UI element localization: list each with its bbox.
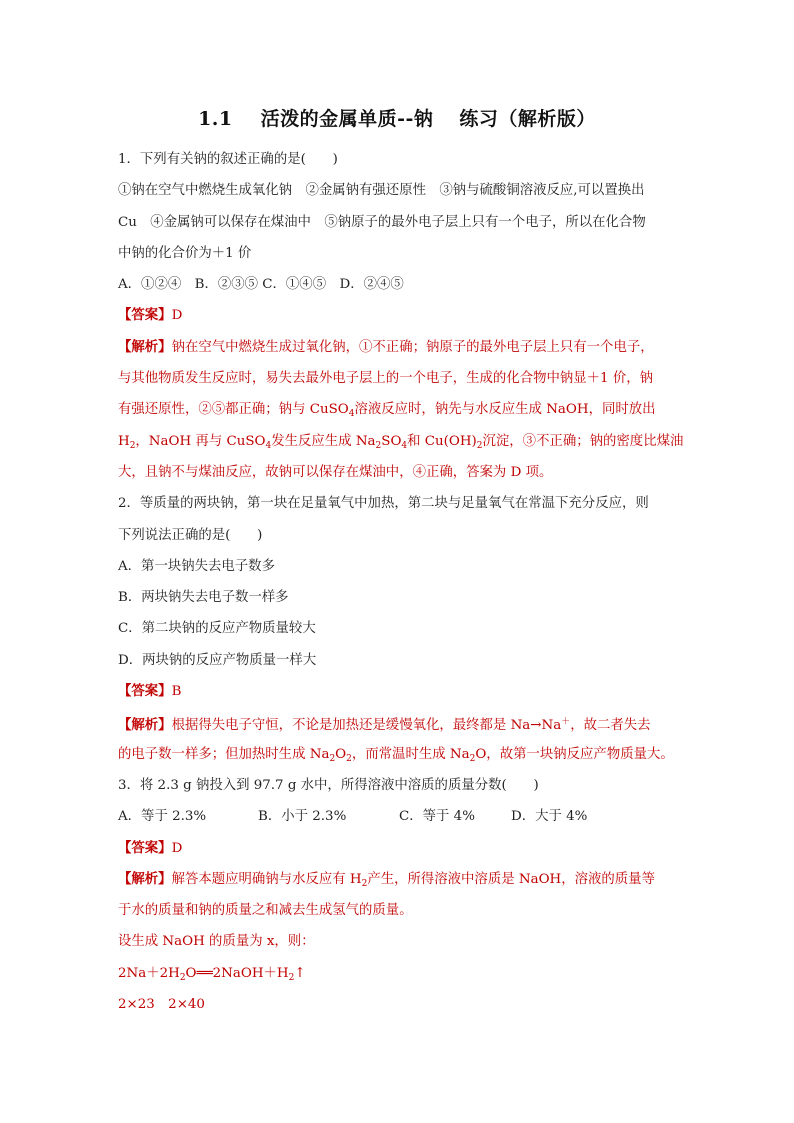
q1-answer-value: D	[171, 308, 183, 324]
q1-line1: ①钠在空气中燃烧生成氧化钠 ②金属钠有强还原性 ③钠与硫酸铜溶液反应,可以置换出	[118, 183, 645, 199]
q1-analysis-5: 大，且钠不与煤油反应，故钠可以保存在煤油中，④正确，答案为 D 项。	[118, 464, 553, 480]
q1-line3: 中钠的化合价为＋1 价	[118, 245, 252, 261]
title-part2: 练习（解析版）	[459, 108, 596, 130]
analysis-label: 【解析】	[118, 870, 172, 887]
q3-analysis-1: 【解析】解答本题应明确钠与水反应有 $H_2$产生，所得溶液中溶质是 NaOH，溶液的质量等	[118, 870, 655, 889]
title-number: 1.1	[198, 108, 233, 130]
q2-stem-1: 2．等质量的两块钠，第一块在足量氧气中加热，第二块与足量氧气在常温下充分反应，则	[118, 496, 649, 512]
q1-analysis-3: 有强还原性，②⑤都正确；钠与 CuSO$_4$溶液反应时，钠先与水反应生成 NaOH，同时放出	[118, 402, 656, 420]
document-body	[118, 144, 684, 1020]
q2-option-d: D．两块钠的反应产物质量一样大	[118, 652, 317, 668]
analysis-label: 【解析】	[118, 338, 172, 355]
q3-answer-value: D	[171, 840, 183, 856]
q1-analysis-4: $H_2$，NaOH 再与 CuSO$_4$发生反应生成 $Na_2SO_4$和 $Cu(OH)_2$沉淀，③不正确；钠的密度比煤油	[118, 433, 684, 451]
page-title	[0, 104, 794, 131]
q1-stem: 1．下列有关钠的叙述正确的是( )	[118, 152, 338, 167]
q2-option-c: C．第二块钠的反应产物质量较大	[118, 621, 316, 637]
q3-option-d: D．大于 4%	[511, 809, 588, 825]
q1-options: A．①②④ B．②③⑤ C．①④⑤ D．②④⑤	[118, 277, 404, 293]
q3-calc: 2×23 2×40	[118, 997, 205, 1013]
q3-option-a: A．等于 2.3%	[118, 809, 207, 825]
q2-analysis-1: 【解析】根据得失电子守恒，不论是加热还是缓慢氧化，最终都是 Na→Na＋，故二者失去	[118, 717, 651, 734]
answer-label: 【答案】	[118, 839, 172, 856]
q1-analysis-1: 【解析】钠在空气中燃烧生成过氧化钠，①不正确；钠原子的最外电子层上只有一个电子，	[118, 338, 654, 355]
q1-analysis-2: 与其他物质发生反应时，易失去最外电子层上的一个电子，生成的化合物中钠显＋1 价，钠	[118, 371, 654, 387]
analysis-label: 【解析】	[118, 717, 172, 734]
q1-answer	[118, 300, 678, 331]
q3-stem: 3．将 2.3 g 钠投入到 97.7 g 水中，所得溶液中溶质的质量分数( )	[118, 777, 539, 793]
q2-answer-value: B	[171, 684, 182, 700]
q2-answer	[118, 676, 678, 707]
q2-option-a: A．第一块钠失去电子数多	[118, 558, 275, 574]
q2-analysis-2: 的电子数一样多；但加热时生成 $Na_2O_2$，而常温时生成 $Na_2O$，故第一块钠反应产物质量大。	[118, 746, 674, 764]
q2-stem-2: 下列说法正确的是( )	[118, 527, 263, 543]
q3-option-c: C．等于 4%	[399, 809, 475, 825]
q3-equation: $2Na+2H_2O══2NaOH+H_2↑$	[118, 965, 306, 983]
answer-label: 【答案】	[118, 307, 172, 324]
q3-analysis-3: 设生成 NaOH 的质量为 x，则：	[118, 934, 315, 950]
q3-option-b: B．小于 2.3%	[258, 809, 347, 825]
q2-option-b: B．两块钠失去电子数一样多	[118, 590, 289, 606]
q3-answer	[118, 833, 678, 864]
q3-options	[118, 801, 678, 832]
answer-label: 【答案】	[118, 683, 172, 700]
title-part1: 活泼的金属单质--钠	[260, 108, 434, 130]
q1-line2: Cu ④金属钠可以保存在煤油中 ⑤钠原子的最外电子层上只有一个电子，所以在化合物	[118, 214, 646, 230]
q3-analysis-2: 于水的质量和钠的质量之和减去生成氢气的质量。	[118, 903, 413, 919]
